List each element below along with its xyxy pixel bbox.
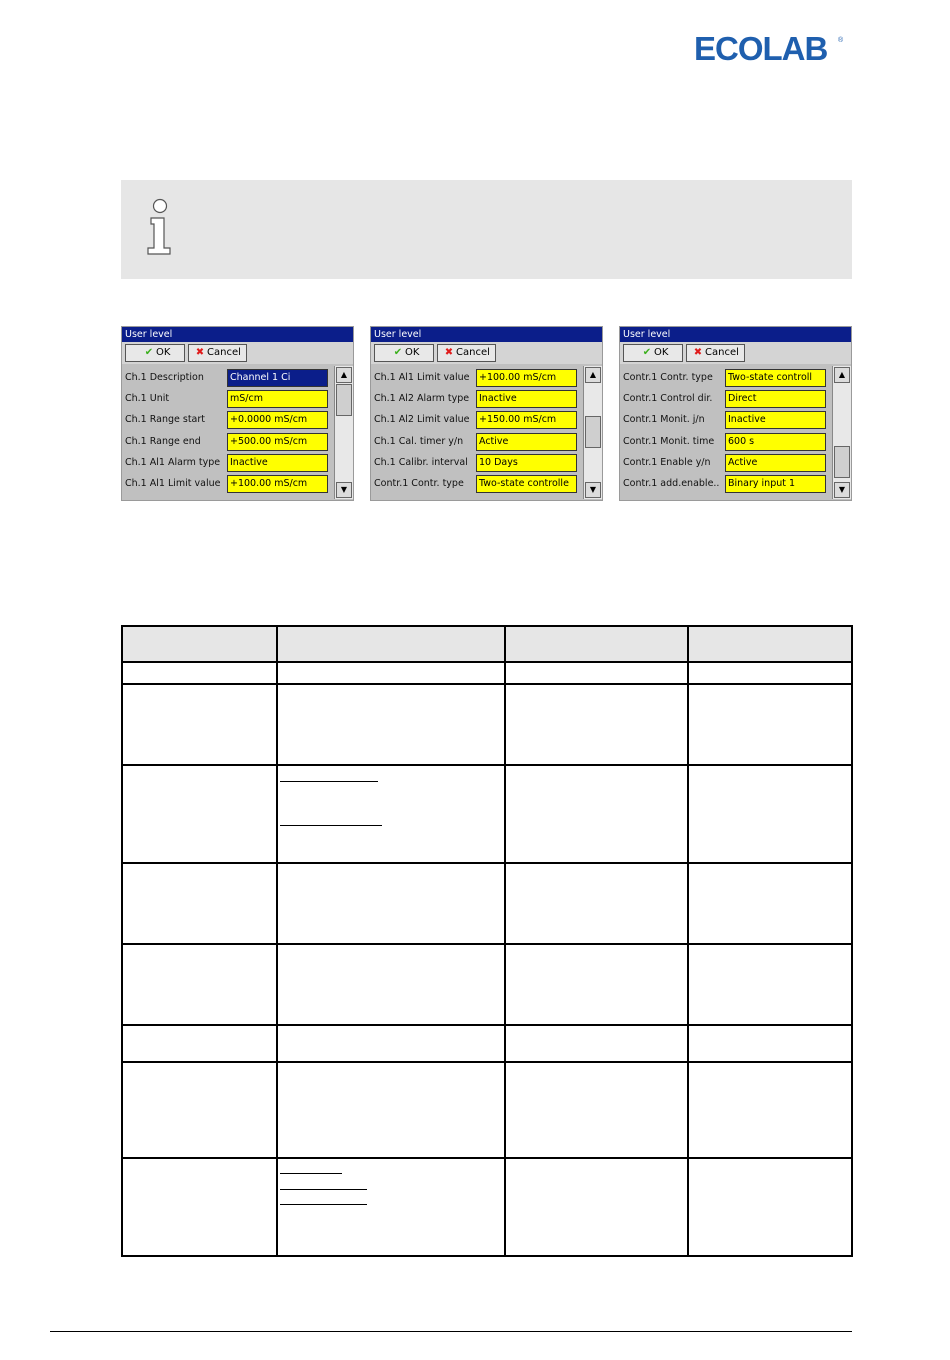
parameter-value[interactable]: mS/cm	[227, 390, 328, 408]
scroll-up-icon[interactable]: ▲	[336, 367, 352, 383]
parameter-row[interactable]	[371, 432, 583, 453]
table-rule	[121, 1024, 853, 1026]
parameter-value[interactable]: Channel 1 Ci	[227, 369, 328, 387]
ecolab-logo	[692, 30, 846, 64]
parameter-row[interactable]	[620, 474, 832, 495]
parameter-value[interactable]: Inactive	[725, 411, 826, 429]
parameter-label: Ch.1 Cal. timer y/n	[374, 435, 464, 447]
cancel-button[interactable]: ✖ Cancel	[686, 344, 745, 362]
table-rule	[121, 1255, 853, 1257]
parameter-value[interactable]: Inactive	[476, 390, 577, 408]
table-rule	[504, 625, 506, 1257]
parameter-row[interactable]	[620, 410, 832, 431]
parameter-value[interactable]: +100.00 mS/cm	[227, 475, 328, 493]
table-rule	[851, 625, 853, 1257]
user-level-screen-2	[370, 326, 603, 501]
user-level-screen-1	[121, 326, 354, 501]
ok-button[interactable]: ✔ OK	[125, 344, 185, 362]
info-icon	[143, 198, 179, 256]
underline-mark	[280, 825, 382, 826]
ok-button[interactable]: ✔ OK	[374, 344, 434, 362]
underline-mark	[280, 1189, 367, 1190]
parameter-label: Ch.1 Al2 Alarm type	[374, 393, 470, 405]
parameter-label: Contr.1 Enable y/n	[623, 456, 711, 468]
table-rule	[121, 625, 853, 627]
table-rule	[687, 625, 689, 1257]
parameter-value[interactable]: +150.00 mS/cm	[476, 411, 577, 429]
table-rule	[121, 1157, 853, 1159]
footer-rule	[50, 1331, 852, 1332]
x-icon: ✖	[444, 347, 454, 358]
parameter-list	[371, 368, 583, 495]
scroll-down-icon[interactable]: ▼	[585, 482, 601, 498]
underline-mark	[280, 781, 378, 782]
checkmark-icon: ✔	[144, 347, 154, 358]
parameter-value[interactable]: 600 s	[725, 433, 826, 451]
table-rule	[121, 683, 853, 685]
parameter-label: Ch.1 Al1 Limit value	[374, 372, 470, 383]
parameter-row[interactable]	[122, 432, 334, 453]
screen-toolbar	[371, 342, 602, 364]
table-rule	[121, 1061, 853, 1063]
scroll-thumb[interactable]	[336, 384, 352, 416]
parameter-label: Contr.1 Control dir.	[623, 393, 713, 405]
parameter-value[interactable]: Inactive	[227, 454, 328, 472]
scrollbar[interactable]	[583, 366, 603, 499]
table-rule	[121, 625, 123, 1257]
table-rule	[121, 764, 853, 766]
table-rule	[121, 943, 853, 945]
parameter-row[interactable]	[620, 389, 832, 410]
parameter-row[interactable]	[371, 474, 583, 495]
parameter-label: Contr.1 Monit. time	[623, 435, 715, 447]
cancel-button[interactable]: ✖ Cancel	[188, 344, 247, 362]
parameter-row[interactable]	[371, 389, 583, 410]
screen-toolbar	[122, 342, 353, 364]
user-level-screen-3	[619, 326, 852, 501]
parameter-label: Contr.1 Contr. type	[374, 477, 464, 489]
parameter-label: Contr.1 add.enable..	[623, 477, 720, 489]
parameter-row[interactable]	[371, 368, 583, 389]
table-header-row	[121, 625, 853, 662]
ok-button[interactable]: ✔ OK	[623, 344, 683, 362]
underline-mark	[280, 1173, 342, 1174]
svg-text:®: ®	[838, 37, 844, 44]
scroll-down-icon[interactable]: ▼	[336, 482, 352, 498]
parameter-value[interactable]: Active	[725, 454, 826, 472]
parameter-list	[122, 368, 334, 495]
parameter-label: Contr.1 Contr. type	[623, 372, 713, 383]
scroll-down-icon[interactable]: ▼	[834, 482, 850, 498]
parameter-label: Ch.1 Unit	[125, 393, 170, 405]
scroll-up-icon[interactable]: ▲	[585, 367, 601, 383]
parameter-list	[620, 368, 832, 495]
scrollbar[interactable]	[832, 366, 852, 499]
scroll-thumb[interactable]	[585, 416, 601, 448]
underline-mark	[280, 1204, 367, 1205]
parameter-label: Ch.1 Al1 Alarm type	[125, 456, 221, 468]
x-icon: ✖	[195, 347, 205, 358]
parameter-row[interactable]	[371, 410, 583, 431]
parameter-row[interactable]	[122, 368, 334, 389]
parameter-row[interactable]	[122, 474, 334, 495]
checkmark-icon: ✔	[393, 347, 403, 358]
parameter-row[interactable]	[122, 389, 334, 410]
parameter-label: Ch.1 Al2 Limit value	[374, 414, 470, 426]
parameter-table	[121, 625, 853, 1257]
table-rule	[121, 862, 853, 864]
screen-title: User level	[122, 327, 353, 342]
parameter-label: Ch.1 Range end	[125, 435, 201, 447]
table-rule	[121, 661, 853, 663]
scroll-up-icon[interactable]: ▲	[834, 367, 850, 383]
parameter-row[interactable]	[620, 432, 832, 453]
parameter-value[interactable]: +0.0000 mS/cm	[227, 411, 328, 429]
x-icon: ✖	[693, 347, 703, 358]
parameter-value[interactable]: Binary input 1	[725, 475, 826, 493]
screen-title: User level	[620, 327, 851, 342]
parameter-label: Ch.1 Range start	[125, 414, 205, 426]
parameter-row[interactable]	[122, 410, 334, 431]
logo-text: ECOLAB	[694, 30, 828, 64]
checkmark-icon: ✔	[642, 347, 652, 358]
parameter-value[interactable]: +100.00 mS/cm	[476, 369, 577, 387]
info-note	[121, 180, 852, 279]
cancel-button[interactable]: ✖ Cancel	[437, 344, 496, 362]
table-rule	[276, 625, 278, 1257]
parameter-row[interactable]	[122, 453, 334, 474]
scrollbar[interactable]	[334, 366, 354, 499]
parameter-value[interactable]: Two-state controlle	[476, 475, 577, 493]
scroll-thumb[interactable]	[834, 446, 850, 478]
parameter-label: Ch.1 Calibr. interval	[374, 456, 468, 468]
parameter-value[interactable]: +500.00 mS/cm	[227, 433, 328, 451]
parameter-row[interactable]	[371, 453, 583, 474]
parameter-value[interactable]: Two-state controll	[725, 369, 826, 387]
parameter-label: Ch.1 Al1 Limit value	[125, 477, 221, 489]
parameter-label: Contr.1 Monit. j/n	[623, 414, 705, 426]
screen-title: User level	[371, 327, 602, 342]
screen-toolbar	[620, 342, 851, 364]
parameter-value[interactable]: Direct	[725, 390, 826, 408]
parameter-value[interactable]: Active	[476, 433, 577, 451]
parameter-label: Ch.1 Description	[125, 372, 204, 383]
parameter-value[interactable]: 10 Days	[476, 454, 577, 472]
parameter-row[interactable]	[620, 453, 832, 474]
parameter-row[interactable]	[620, 368, 832, 389]
